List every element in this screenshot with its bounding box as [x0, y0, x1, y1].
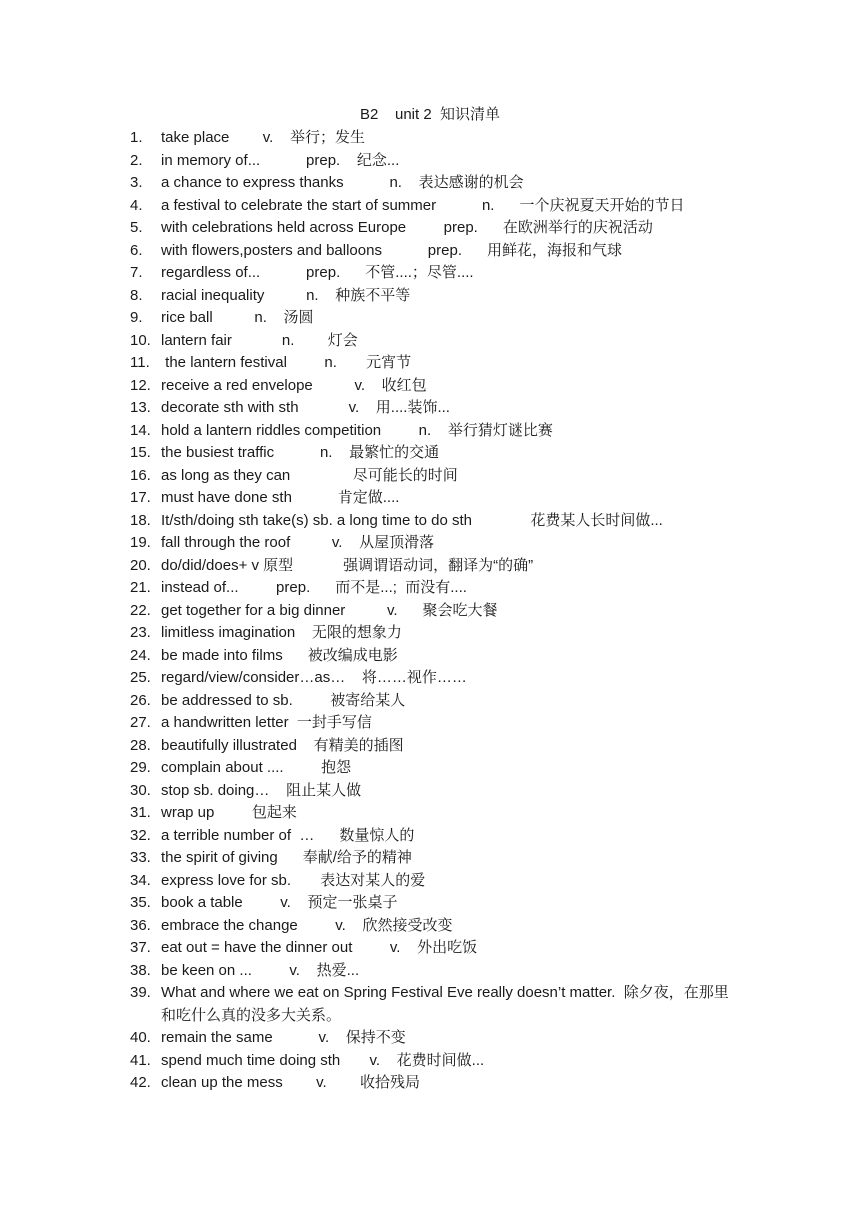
list-item	[0, 172, 860, 195]
list-item-text: complain about .... 抱怨	[161, 759, 352, 776]
list-item	[0, 847, 860, 870]
list-item	[0, 757, 860, 780]
list-item	[0, 960, 860, 983]
list-item-text: stop sb. doing… 阻止某人做	[161, 781, 362, 799]
list-item	[0, 510, 860, 533]
list-item	[0, 712, 860, 735]
list-item-text: in memory of... prep. 纪念...	[161, 151, 400, 169]
list-item-text: What and where we eat on Spring Festival Eve really doesn’t matter. 除夕夜，在那里和吃什么真的没多大关系。	[161, 984, 729, 1024]
list-item	[0, 262, 860, 285]
vocabulary-list	[0, 127, 860, 1095]
list-item	[0, 532, 860, 555]
list-item-text: do/did/does+ v 原型 强调谓语动词，翻译为“的确”	[161, 556, 534, 574]
list-item-number: 31.	[130, 804, 151, 821]
list-item	[0, 195, 860, 218]
list-item-text: racial inequality n. 种族不平等	[161, 286, 411, 304]
list-item	[0, 127, 860, 150]
list-item	[0, 240, 860, 263]
list-item-number: 7.	[130, 264, 143, 281]
list-item-text: the busiest traffic n. 最繁忙的交通	[161, 444, 440, 461]
list-item-number: 12.	[130, 376, 151, 394]
list-item-text: a festival to celebrate the start of summer n. 一个庆祝夏天开始的节日	[161, 196, 685, 214]
list-item-text: limitless imagination 无限的想象力	[161, 624, 402, 641]
list-item-number: 1.	[130, 129, 143, 146]
list-item-number: 4.	[130, 196, 143, 214]
list-item	[0, 937, 860, 960]
list-item-number: 29.	[130, 759, 151, 776]
list-item-text: decorate sth with sth v. 用....装饰...	[161, 399, 450, 416]
list-item-number: 23.	[130, 624, 151, 641]
list-item-text: with celebrations held across Europe prep. 在欧洲举行的庆祝活动	[161, 219, 653, 236]
list-item-number: 5.	[130, 219, 143, 236]
list-item-text: clean up the mess v. 收拾残局	[161, 1074, 420, 1091]
list-item-text: instead of... prep. 而不是...; 而没有....	[161, 579, 467, 596]
list-item	[0, 465, 860, 488]
list-item-number: 2.	[130, 151, 143, 169]
list-item-number: 33.	[130, 849, 151, 866]
list-item	[0, 397, 860, 420]
list-item	[0, 150, 860, 173]
list-item	[0, 1027, 860, 1050]
list-item	[0, 330, 860, 353]
list-item-text: beautifully illustrated 有精美的插图	[161, 736, 404, 754]
list-item	[0, 892, 860, 915]
list-item-text: the lantern festival n. 元宵节	[161, 354, 412, 371]
list-item	[0, 487, 860, 510]
list-item-number: 20.	[130, 556, 151, 574]
list-item	[0, 690, 860, 713]
list-item	[0, 217, 860, 240]
list-item	[0, 577, 860, 600]
list-item-text: be keen on ... v. 热爱...	[161, 961, 360, 979]
list-item-number: 35.	[130, 894, 151, 911]
list-item-number: 24.	[130, 646, 151, 664]
list-item	[0, 622, 860, 645]
list-item-text: eat out = have the dinner out v. 外出吃饭	[161, 939, 478, 956]
list-item-text: fall through the roof v. 从屋顶滑落	[161, 534, 435, 551]
list-item	[0, 915, 860, 938]
list-item-number: 9.	[130, 309, 143, 326]
list-item-number: 10.	[130, 331, 151, 349]
list-item	[0, 735, 860, 758]
list-item	[0, 870, 860, 893]
list-item-number: 38.	[130, 961, 151, 979]
list-item-text: a chance to express thanks n. 表达感谢的机会	[161, 174, 524, 191]
list-item	[0, 825, 860, 848]
list-item	[0, 780, 860, 803]
list-item	[0, 442, 860, 465]
list-item-text: with flowers,posters and balloons prep. 用鲜花，海报和气球	[161, 241, 622, 259]
list-item-text: regardless of... prep. 不管....；尽管....	[161, 264, 474, 281]
list-item-text: get together for a big dinner v. 聚会吃大餐	[161, 601, 498, 619]
list-item-number: 37.	[130, 939, 151, 956]
list-item-text: the spirit of giving 奉献/给予的精神	[161, 849, 412, 866]
list-item-number: 26.	[130, 691, 151, 709]
list-item-text: be addressed to sb. 被寄给某人	[161, 691, 406, 709]
list-item	[0, 420, 860, 443]
list-item-text: embrace the change v. 欣然接受改变	[161, 916, 453, 934]
list-item	[0, 1072, 860, 1095]
list-item-number: 8.	[130, 286, 143, 304]
list-item-text: lantern fair n. 灯会	[161, 331, 358, 349]
list-item-text: as long as they can 尽可能长的时间	[161, 466, 458, 484]
list-item	[0, 375, 860, 398]
list-item-text: hold a lantern riddles competition n. 举行猜灯谜比赛	[161, 421, 553, 439]
list-item-number: 14.	[130, 421, 151, 439]
list-item-number: 42.	[130, 1074, 151, 1091]
list-item-number: 13.	[130, 399, 151, 416]
list-item	[0, 1050, 860, 1073]
list-item-number: 15.	[130, 444, 151, 461]
list-item-number: 40.	[130, 1029, 151, 1046]
list-item	[0, 667, 860, 690]
list-item-text: take place v. 举行；发生	[161, 129, 365, 146]
list-item-number: 36.	[130, 916, 151, 934]
list-item-number: 3.	[130, 174, 143, 191]
list-item-number: 22.	[130, 601, 151, 619]
list-item-text: be made into films 被改编成电影	[161, 646, 398, 664]
list-item-text: wrap up 包起来	[161, 804, 297, 821]
list-item	[0, 555, 860, 578]
list-item-number: 39.	[130, 984, 151, 1001]
list-item	[0, 645, 860, 668]
list-item-number: 28.	[130, 736, 151, 754]
list-item-number: 25.	[130, 669, 151, 686]
list-item-text: spend much time doing sth v. 花费时间做...	[161, 1051, 485, 1069]
list-item	[0, 802, 860, 825]
list-item-text: regard/view/consider…as… 将……视作……	[161, 669, 467, 686]
list-item-text: It/sth/doing sth take(s) sb. a long time to do sth 花费某人长时间做...	[161, 511, 663, 529]
list-item-number: 17.	[130, 489, 151, 506]
list-item-number: 21.	[130, 579, 151, 596]
page-title: B2 unit 2 知识清单	[359, 106, 501, 123]
list-item-number: 41.	[130, 1051, 151, 1069]
list-item-text: a terrible number of … 数量惊人的	[161, 826, 415, 844]
list-item-number: 19.	[130, 534, 151, 551]
list-item-number: 6.	[130, 241, 143, 259]
list-item-text: receive a red envelope v. 收红包	[161, 376, 427, 394]
list-item-text: express love for sb. 表达对某人的爱	[161, 871, 426, 889]
list-item-number: 30.	[130, 781, 151, 799]
list-item-text: a handwritten letter 一封手写信	[161, 714, 372, 731]
list-item	[0, 600, 860, 623]
list-item-number: 18.	[130, 511, 151, 529]
list-item-text: book a table v. 预定一张桌子	[161, 894, 398, 911]
list-item-text: must have done sth 肯定做....	[161, 489, 400, 506]
list-item-number: 16.	[130, 466, 151, 484]
list-item-text: rice ball n. 汤圆	[161, 309, 314, 326]
list-item	[0, 285, 860, 308]
list-item	[0, 982, 860, 1027]
list-item-number: 34.	[130, 871, 151, 889]
list-item-number: 11.	[130, 354, 150, 371]
list-item-number: 32.	[130, 826, 151, 844]
list-item	[0, 307, 860, 330]
list-item	[0, 352, 860, 375]
list-item-number: 27.	[130, 714, 151, 731]
list-item-text: remain the same v. 保持不变	[161, 1029, 406, 1046]
